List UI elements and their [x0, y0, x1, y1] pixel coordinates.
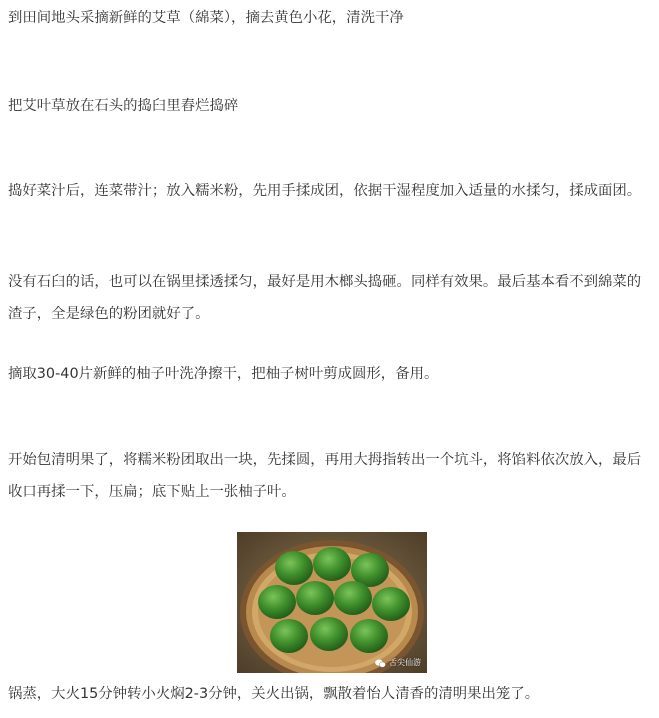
step-paragraph-3: 捣好菜汁后，连菜带汁；放入糯米粉，先用手揉成团，依据干湿程度加入适量的水揉匀，揉成面团。: [8, 183, 642, 199]
step-paragraph-7: 锅蒸，大火15分钟转小火焖2-3分钟，关火出锅，飘散着怡人清香的清明果出笼了。: [8, 686, 540, 702]
photo-watermark: [375, 658, 421, 668]
step-paragraph-6: 开始包清明果了，将糯米粉团取出一块，先揉圆，再用大拇指转出一个坑斗，将馅料依次放入，最后收口再揉一下，压扁；底下贴上一张柚子叶。: [8, 452, 642, 500]
dumpling-5: [296, 581, 334, 615]
dumpling-9: [310, 617, 348, 651]
dumpling-10: [350, 619, 388, 653]
dumpling-6: [334, 581, 372, 615]
qingming-dumplings-photo: [237, 532, 427, 673]
step-paragraph-2: 把艾叶草放在石头的捣臼里舂烂捣碎: [8, 98, 239, 114]
steamer-illustration: [237, 532, 427, 673]
dumpling-1: [275, 551, 313, 585]
dumpling-4: [258, 585, 296, 619]
watermark-text: 舌尖仙游: [389, 658, 421, 667]
dumpling-2: [313, 547, 351, 581]
dumpling-7: [372, 587, 410, 621]
step-paragraph-4: 没有石臼的话，也可以在锅里揉透揉匀，最好是用木榔头捣砸。同样有效果。最后基本看不到綿菜的渣子，全是绿色的粉团就好了。: [8, 274, 642, 322]
dumpling-8: [270, 619, 308, 653]
step-paragraph-1: 到田间地头采摘新鲜的艾草（綿菜），摘去黄色小花，清洗干净: [8, 10, 404, 26]
wechat-icon: [375, 659, 386, 668]
step-paragraph-5: 摘取30-40片新鲜的柚子叶洗净擦干，把柚子树叶剪成圆形，备用。: [8, 366, 439, 382]
